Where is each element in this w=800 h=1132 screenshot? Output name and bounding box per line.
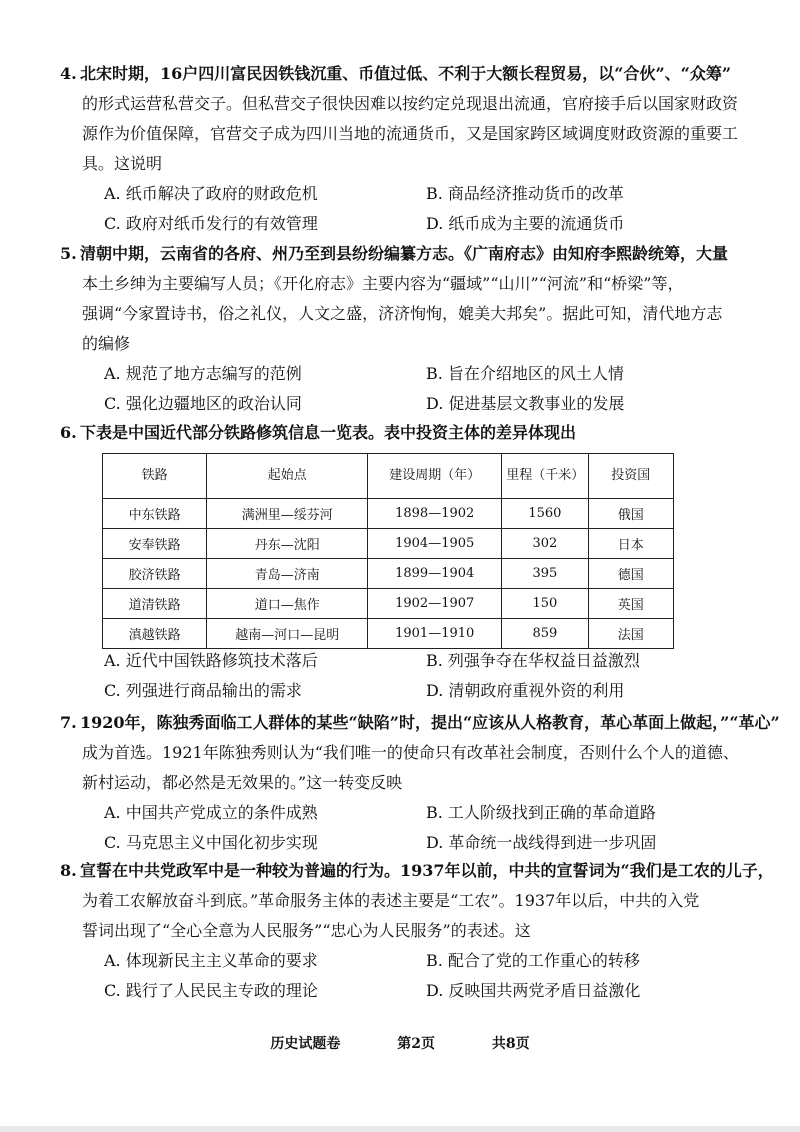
option-b: B. 工人阶级找到正确的革命道路 <box>426 803 656 822</box>
option-c: C. 政府对纸币发行的有效管理 <box>104 214 318 233</box>
table-cell: 道口—焦作 <box>207 589 368 619</box>
options <box>82 179 732 239</box>
table-cell: 中东铁路 <box>103 499 207 529</box>
option-d: D. 革命统一战线得到进一步巩固 <box>426 833 657 852</box>
table-cell: 日本 <box>588 529 673 559</box>
option-c: C. 马克思主义中国化初步实现 <box>104 833 318 852</box>
table-cell: 滇越铁路 <box>103 619 207 649</box>
question-line: 为着工农解放奋斗到底。”革命服务主体的表述主要是“工农”。1937年以后，中共的入党 <box>82 891 700 910</box>
question-line: 5. 清朝中期，云南省的各府、州乃至到县纷纷编纂方志。《广南府志》由知府李熙龄统筹，大量 <box>82 239 732 269</box>
question-number: 8. <box>60 861 77 880</box>
table-cell: 胶济铁路 <box>103 559 207 589</box>
question-line: 的形式运营私营交子。但私营交子很快因难以按约定兑现退出流通，官府接手后以国家财政资 <box>82 94 739 113</box>
table-cell: 道清铁路 <box>103 589 207 619</box>
question-4 <box>60 59 739 239</box>
table-cell: 1898—1902 <box>368 499 502 529</box>
table-row <box>103 529 674 559</box>
table-cell: 150 <box>502 589 588 619</box>
table-header: 里程（千米） <box>502 454 588 499</box>
options <box>82 359 732 419</box>
table-header: 建设周期（年） <box>368 454 502 499</box>
table-cell: 1901—1910 <box>368 619 502 649</box>
option-c: C. 践行了人民民主专政的理论 <box>104 981 318 1000</box>
option-b: B. 列强争夺在华权益日益激烈 <box>426 651 640 670</box>
table-header-row <box>103 454 674 499</box>
question-line: 的编修 <box>82 334 131 353</box>
question-number: 7. <box>60 713 77 732</box>
scan-edge <box>0 1126 800 1132</box>
table-cell: 越南—河口—昆明 <box>207 619 368 649</box>
footer-page-number: 第2页 <box>397 1036 435 1052</box>
table-row <box>103 559 674 589</box>
table-cell: 青岛—济南 <box>207 559 368 589</box>
options <box>82 946 732 1006</box>
option-b: B. 配合了党的工作重心的转移 <box>426 951 640 970</box>
question-line: 6. 下表是中国近代部分铁路修筑信息一览表。表中投资主体的差异体现出 <box>82 418 732 448</box>
question-number: 6. <box>60 423 77 442</box>
question-line: 源作为价值保障，官营交子成为四川当地的流通货币，又是国家跨区域调度财政资源的重要工 <box>82 124 739 143</box>
table-cell: 英国 <box>588 589 673 619</box>
footer-total-pages: 共8页 <box>491 1036 530 1052</box>
table-header: 起始点 <box>207 454 368 499</box>
question-line: 成为首选。1921年陈独秀则认为“我们唯一的使命只有改革社会制度，否则什么个人的道德、 <box>82 743 739 762</box>
table-cell: 俄国 <box>588 499 673 529</box>
question-number: 5. <box>60 244 77 263</box>
option-d: D. 反映国共两党矛盾日益激化 <box>426 981 641 1000</box>
question-line: 本土乡绅为主要编写人员；《开化府志》主要内容为“疆域”“山川”“河流”和“桥梁”等， <box>82 274 684 293</box>
footer-subject: 历史试题卷 <box>270 1036 341 1052</box>
option-a: A. 中国共产党成立的条件成熟 <box>104 803 318 822</box>
option-d: D. 纸币成为主要的流通货币 <box>426 214 625 233</box>
question-6 <box>60 418 732 448</box>
option-c: C. 强化边疆地区的政治认同 <box>104 394 302 413</box>
table-cell: 1899—1904 <box>368 559 502 589</box>
question-5 <box>60 239 732 419</box>
option-a: A. 规范了地方志编写的范例 <box>104 364 302 383</box>
table-header: 投资国 <box>588 454 673 499</box>
option-a: A. 体现新民主主义革命的要求 <box>104 951 318 970</box>
table-cell: 法国 <box>588 619 673 649</box>
options <box>82 646 732 706</box>
question-line: 8. 宣誓在中共党政军中是一种较为普遍的行为。1937年以前，中共的宣誓词为“我们是工农的儿子， <box>82 856 732 886</box>
option-a: A. 纸币解决了政府的财政危机 <box>104 184 318 203</box>
question-8 <box>60 856 774 1006</box>
question-line: 誓词出现了“全心全意为人民服务”“忠心为人民服务”的表述。这 <box>82 921 531 940</box>
table-row <box>103 619 674 649</box>
option-c: C. 列强进行商品输出的需求 <box>104 681 302 700</box>
question-line: 具。这说明 <box>82 154 163 173</box>
question-6-options <box>82 646 732 706</box>
railway-table <box>102 453 674 649</box>
table-cell: 395 <box>502 559 588 589</box>
table-cell: 1560 <box>502 499 588 529</box>
option-a: A. 近代中国铁路修筑技术落后 <box>104 651 318 670</box>
option-b: B. 旨在介绍地区的风土人情 <box>426 364 624 383</box>
option-d: D. 促进基层文教事业的发展 <box>426 394 625 413</box>
page-footer <box>0 1033 800 1053</box>
table-cell: 德国 <box>588 559 673 589</box>
options <box>82 798 732 858</box>
question-line: 7. 1920年，陈独秀面临工人群体的某些“缺陷”时，提出“应该从人格教育，革心革面上做起，”“革心” <box>82 708 732 738</box>
table-header: 铁路 <box>103 454 207 499</box>
table-cell: 丹东—沈阳 <box>207 529 368 559</box>
table-row <box>103 499 674 529</box>
table-cell: 安奉铁路 <box>103 529 207 559</box>
table-cell: 302 <box>502 529 588 559</box>
question-7 <box>60 708 780 858</box>
question-line: 新村运动，都必然是无效果的。”这一转变反映 <box>82 773 403 792</box>
question-line: 强调“今家置诗书，俗之礼仪，人文之盛，济济恂恂，媲美大邦矣”。据此可知，清代地方志 <box>82 304 723 323</box>
question-line: 4. 北宋时期，16户四川富民因铁钱沉重、币值过低、不利于大额长程贸易，以“合伙”、“众筹” <box>82 59 732 89</box>
option-b: B. 商品经济推动货币的改革 <box>426 184 624 203</box>
question-number: 4. <box>60 64 77 83</box>
table-cell: 满洲里—绥芬河 <box>207 499 368 529</box>
table-cell: 1902—1907 <box>368 589 502 619</box>
table-cell: 859 <box>502 619 588 649</box>
table-cell: 1904—1905 <box>368 529 502 559</box>
option-d: D. 清朝政府重视外资的利用 <box>426 681 625 700</box>
table-row <box>103 589 674 619</box>
